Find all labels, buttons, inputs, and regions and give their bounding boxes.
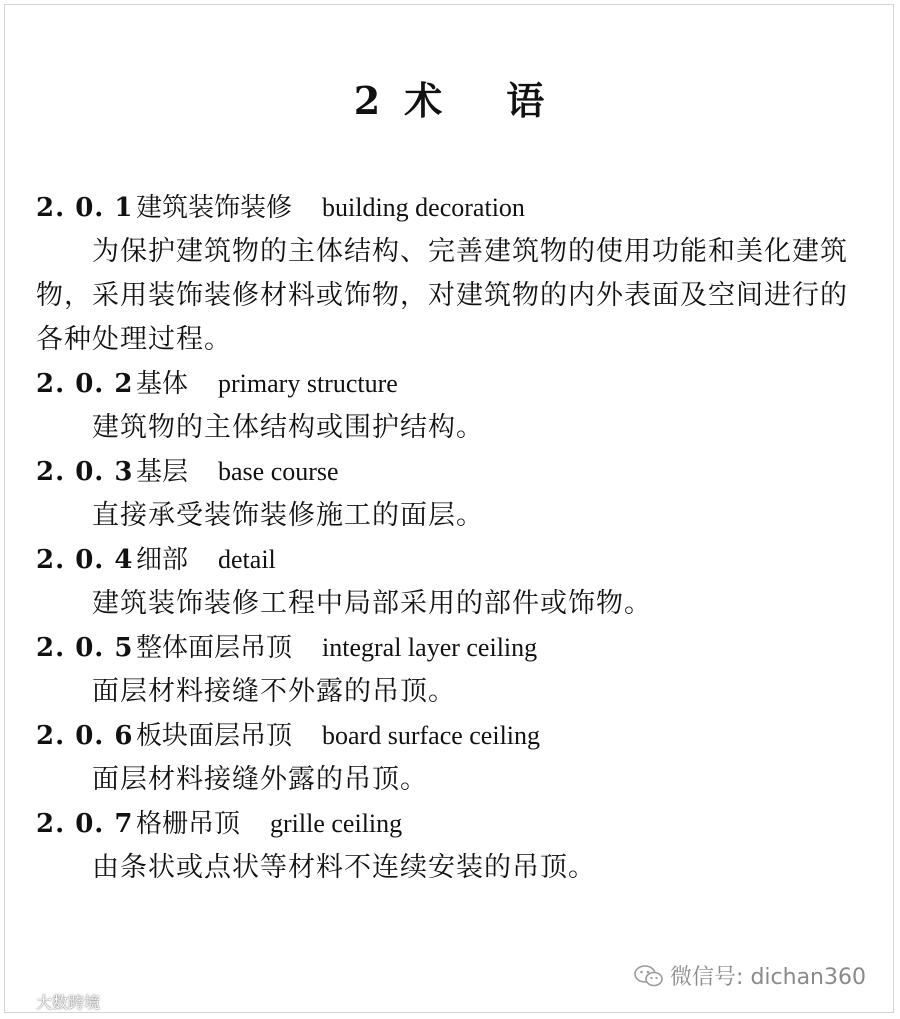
term-header [36, 186, 866, 230]
logo-icon [6, 993, 30, 1011]
term-code: 2. 0. 5 [36, 633, 134, 663]
term-english: grille ceiling [270, 809, 403, 838]
term-entry [36, 450, 866, 538]
term-definition: 为保护建筑物的主体结构、完善建筑物的使用功能和美化建筑物，采用装饰装修材料或饰物，对建筑物的内外表面及空间进行的各种处理过程。 [36, 236, 848, 355]
term-chinese: 基层 [136, 457, 189, 487]
section-title-char-2: 语 [506, 78, 547, 123]
section-title-char-1: 术 [404, 78, 445, 123]
term-chinese: 建筑装饰装修 [136, 193, 293, 223]
term-english: board surface ceiling [322, 721, 541, 750]
term-entry [36, 714, 866, 802]
source-watermark [6, 990, 100, 1013]
wechat-watermark [634, 960, 866, 991]
wechat-id-text: 微信号: dichan360 [670, 965, 866, 990]
term-definition: 面层材料接缝外露的吊顶。 [92, 764, 428, 795]
section-number: 2 [353, 78, 383, 123]
term-definition: 直接承受装饰装修施工的面层。 [92, 500, 484, 531]
term-code: 2. 0. 3 [36, 457, 134, 487]
term-entry [36, 626, 866, 714]
term-definition: 建筑物的主体结构或围护结构。 [92, 412, 484, 443]
term-english: detail [218, 545, 276, 574]
term-chinese: 格栅吊顶 [136, 809, 241, 839]
section-heading [0, 70, 900, 125]
wechat-icon [634, 964, 664, 988]
term-code: 2. 0. 2 [36, 369, 134, 399]
term-code: 2. 0. 1 [36, 193, 134, 223]
term-entry [36, 362, 866, 450]
term-header [36, 802, 866, 846]
term-chinese: 基体 [136, 369, 189, 399]
term-header [36, 538, 866, 582]
term-list [36, 186, 866, 890]
term-code: 2. 0. 4 [36, 545, 134, 575]
term-code: 2. 0. 6 [36, 721, 134, 751]
term-header [36, 362, 866, 406]
term-entry [36, 186, 866, 362]
term-english: integral layer ceiling [322, 633, 538, 662]
term-english: primary structure [218, 369, 398, 398]
term-english: base course [218, 457, 339, 486]
term-chinese: 细部 [136, 545, 189, 575]
term-entry [36, 538, 866, 626]
source-text: 大数跨境 [36, 993, 101, 1012]
term-definition: 由条状或点状等材料不连续安装的吊顶。 [92, 852, 596, 883]
term-header [36, 626, 866, 670]
term-header [36, 450, 866, 494]
term-chinese: 整体面层吊顶 [136, 633, 293, 663]
term-definition: 建筑装饰装修工程中局部采用的部件或饰物。 [92, 588, 652, 619]
term-definition: 面层材料接缝不外露的吊顶。 [92, 676, 456, 707]
term-header [36, 714, 866, 758]
term-entry [36, 802, 866, 890]
term-code: 2. 0. 7 [36, 809, 134, 839]
term-chinese: 板块面层吊顶 [136, 721, 293, 751]
term-english: building decoration [322, 193, 525, 222]
